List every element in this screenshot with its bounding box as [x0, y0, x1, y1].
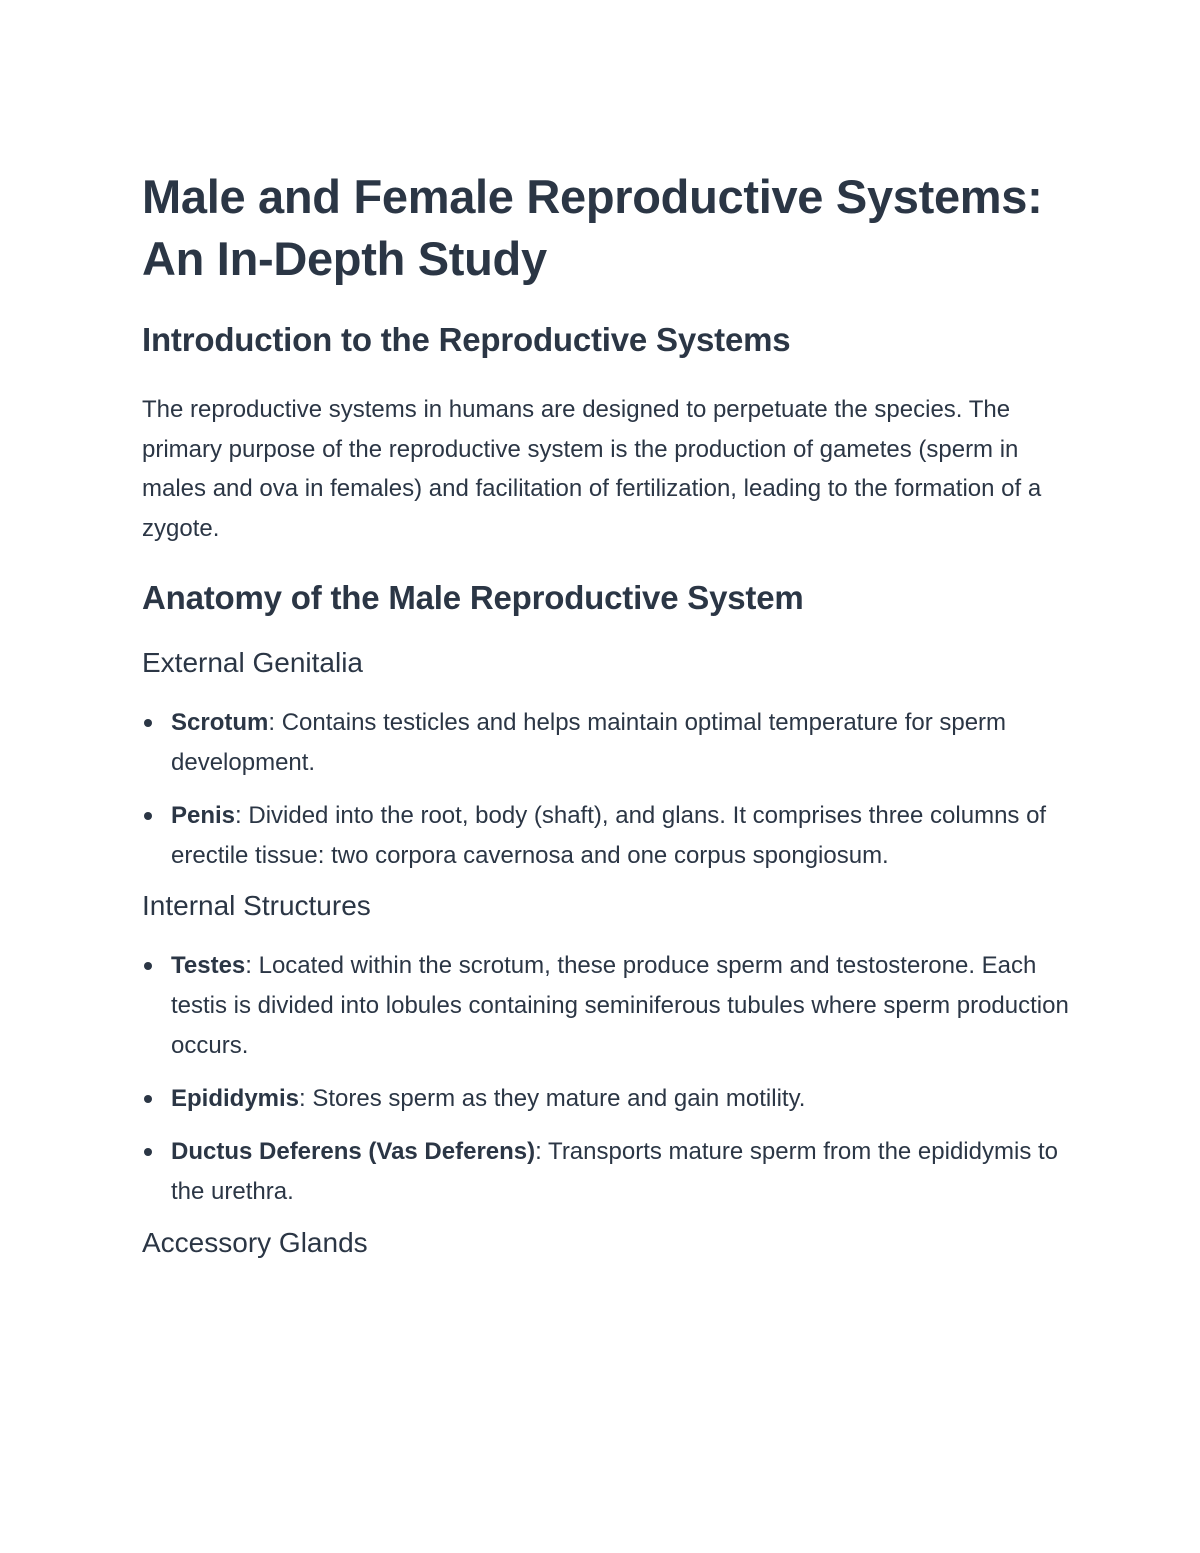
list-item	[142, 1132, 1072, 1212]
list-item-term: Testes	[171, 952, 246, 979]
internal-structures-list	[142, 946, 1072, 1212]
accessory-glands-heading: Accessory Glands	[142, 1227, 368, 1258]
document-content	[142, 166, 1072, 1262]
bullet-icon	[144, 1095, 152, 1103]
list-item-term: Epididymis	[171, 1085, 300, 1112]
list-item	[142, 946, 1072, 1066]
list-item	[142, 796, 1072, 876]
internal-structures-heading: Internal Structures	[142, 890, 371, 921]
bullet-icon	[144, 1148, 152, 1156]
list-item	[142, 703, 1072, 783]
list-item-description: : Located within the scrotum, these produce sperm and testosterone. Each testis is divided into lobules containing seminiferous tubules where sperm production occurs.	[171, 952, 1069, 1059]
external-genitalia-heading: External Genitalia	[142, 647, 364, 678]
list-item-description: : Stores sperm as they mature and gain motility.	[299, 1085, 806, 1112]
male-anatomy-heading: Anatomy of the Male Reproductive System	[142, 579, 804, 616]
document-title: Male and Female Reproductive Systems: An In-Depth Study	[142, 170, 1043, 285]
list-item-description: : Divided into the root, body (shaft), and glans. It comprises three columns of erectile tissue: two corpora cavernosa and one corpus spongiosum.	[171, 802, 1047, 869]
list-item	[142, 1079, 1072, 1119]
intro-heading: Introduction to the Reproductive Systems	[142, 321, 791, 358]
list-item-description: : Contains testicles and helps maintain optimal temperature for sperm development.	[171, 709, 1007, 776]
list-item-description: : Transports mature sperm from the epididymis to the urethra.	[171, 1138, 1058, 1205]
bullet-icon	[144, 812, 152, 820]
bullet-icon	[144, 719, 152, 727]
bullet-icon	[144, 962, 152, 970]
intro-paragraph: The reproductive systems in humans are designed to perpetuate the species. The primary purpose of the reproductive system is the production of gametes (sperm in males and ova in females) and facilitation of fertilization, leading to the formation of a zygote.	[142, 396, 1042, 542]
external-genitalia-list	[142, 703, 1072, 876]
list-item-term: Scrotum	[171, 709, 269, 736]
list-item-term: Ductus Deferens (Vas Deferens)	[171, 1138, 536, 1165]
list-item-term: Penis	[171, 802, 236, 829]
